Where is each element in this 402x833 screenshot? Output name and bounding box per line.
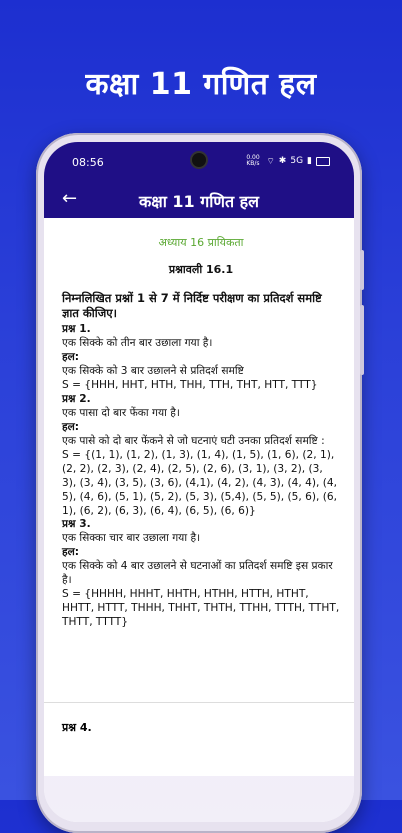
question-text: एक सिक्का चार बार उछाला गया है। (62, 532, 201, 545)
question-text: एक पासा दो बार फेंका गया है। (62, 406, 180, 419)
camera-cutout (192, 153, 206, 167)
wifi-icon: ⌔ (266, 156, 275, 167)
solution-label: हल: (62, 420, 80, 433)
status-time: 08:56 (72, 156, 104, 169)
net-speed: 0.00 KB/s (246, 154, 260, 167)
status-bar (44, 142, 354, 182)
content-area[interactable] (44, 218, 354, 630)
solution-label: हल: (62, 350, 80, 363)
app-bar (44, 182, 354, 218)
next-question-label: प्रश्न 4. (62, 721, 92, 734)
question-label: प्रश्न 3. (62, 518, 91, 531)
phone-side-button (360, 250, 364, 290)
question-block (62, 518, 340, 630)
question-block (62, 393, 340, 519)
app-title: कक्षा 11 गणित हल (138, 192, 260, 211)
network-type: 5G (290, 156, 304, 166)
solution-text: एक सिक्के को 4 बार उछालने से घटनाओं का प्रतिदर्श समष्टि इस प्रकार है। (62, 560, 333, 587)
answer-text: S = {HHH, HHT, HTH, THH, TTH, THT, HTT, TTT} (62, 378, 318, 391)
solution-text: एक पासे को दो बार फेंकने से जो घटनाएं घटी उनका प्रतिदर्श समष्टि : (62, 434, 325, 447)
chapter-title: अध्याय 16 प्रायिकता (158, 236, 244, 249)
arrow-left-icon[interactable]: ← (62, 188, 78, 209)
instruction-text: निम्नलिखित प्रश्नों 1 से 7 में निर्दिष्ट परीक्षण का प्रतिदर्श समष्टि ज्ञात कीजिए। (62, 291, 322, 320)
bluetooth-icon: ✱ (278, 156, 287, 166)
status-icons (246, 155, 330, 167)
question-text: एक सिक्के को तीन बार उछाला गया है। (62, 336, 213, 349)
signal-icon: ▮ (307, 156, 312, 166)
phone-screen (44, 142, 354, 822)
section-divider (44, 702, 354, 703)
solution-label: हल: (62, 546, 80, 559)
hero-title: कक्षा 11 गणित हल (85, 67, 317, 102)
exercise-title: प्रश्नावली 16.1 (168, 262, 234, 276)
question-block (62, 323, 340, 393)
answer-text: S = {HHHH, HHHT, HHTH, HTHH, HTTH, HTHT, HHTT, HTTT, THHH, THHT, THTH, TTHH, TTTH, TTHT, THTT, TTTT} (62, 588, 340, 629)
solution-text: एक सिक्के को 3 बार उछालने से प्रतिदर्श समष्टि (62, 364, 244, 377)
battery-icon (316, 157, 330, 166)
question-label: प्रश्न 1. (62, 322, 91, 335)
question-label: प्रश्न 2. (62, 392, 91, 405)
phone-volume-button (360, 305, 364, 375)
bottom-fade (44, 776, 354, 822)
answer-text: S = {(1, 1), (1, 2), (1, 3), (1, 4), (1, 5), (1, 6), (2, 1), (2, 2), (2, 3), (2, 4), (2, 5), (2, 6), (3, 1), (3, 2), (3, 3), (3, 4), (3, 5), (3, 6), (4,1), (4, 2), (4, 3), (4, 4), (4, 5), (4, 6), (5, 1), (5, 2), (5, 3), (5,4), (5, 5), (5, 6), (6, 1), (6, 2), (6, 3), (6, 4), (6, 5), (6, 6)} (62, 448, 337, 517)
